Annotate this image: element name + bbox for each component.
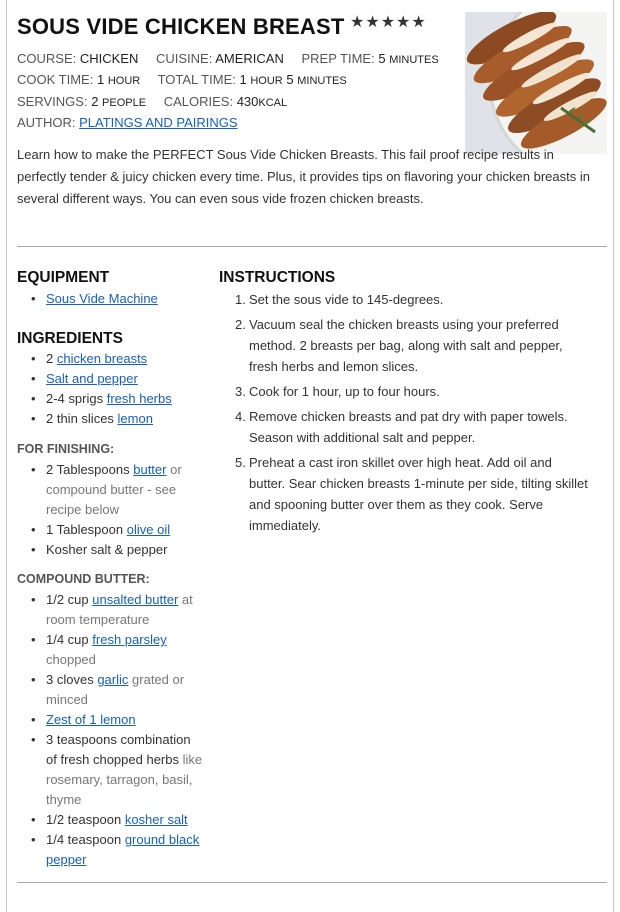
- ingredient-text: 3 teaspoons combination: [46, 732, 191, 747]
- prep-time-value: 5: [378, 51, 386, 66]
- step-text: butter. Sear chicken breasts 1-minute per side, tilting skillet: [249, 476, 588, 491]
- ingredient-item: [17, 389, 172, 409]
- ingredient-link[interactable]: Zest of 1 lemon: [46, 712, 136, 727]
- instruction-step: [221, 381, 611, 402]
- ingredient-amount: 1/2 cup: [46, 592, 89, 607]
- step-number: 2.: [235, 317, 246, 332]
- finishing-list: [17, 460, 182, 560]
- recipe-card: [6, 0, 614, 912]
- chicken-photo-image: [465, 12, 607, 154]
- ingredient-link[interactable]: lemon: [117, 411, 153, 426]
- course-label: COURSE:: [17, 51, 77, 66]
- meta-row-3: [17, 94, 287, 109]
- ingredient-link[interactable]: garlic: [97, 672, 129, 687]
- author-label: AUTHOR:: [17, 115, 76, 130]
- recipe-title: SOUS VIDE CHICKEN BREAST: [17, 14, 345, 39]
- ingredient-link[interactable]: Salt and pepper: [46, 371, 138, 386]
- divider-top: [17, 246, 607, 247]
- prep-time-unit: MINUTES: [389, 54, 439, 66]
- servings-unit: PEOPLE: [102, 97, 147, 109]
- ingredient-item: [17, 540, 182, 560]
- meta-row-4: [17, 115, 238, 130]
- step-number: 3.: [235, 384, 246, 399]
- ingredient-note: like: [182, 752, 203, 767]
- compound-butter-list: [17, 590, 202, 870]
- calories-value: 430: [236, 94, 259, 109]
- step-number: 5.: [235, 455, 246, 470]
- meta-row-2: [17, 72, 347, 87]
- ingredient-amount: 1 Tablespoon: [46, 522, 124, 537]
- equipment-item: [17, 289, 158, 309]
- ingredient-link[interactable]: olive oil: [126, 522, 171, 537]
- instructions-heading: INSTRUCTIONS: [219, 269, 336, 286]
- ingredient-text: of fresh chopped herbs: [46, 752, 179, 767]
- step-text: Vacuum seal the chicken breasts using your preferred: [249, 317, 559, 332]
- author-link[interactable]: PLATINGS AND PAIRINGS: [79, 115, 238, 130]
- cook-time-label: COOK TIME:: [17, 72, 94, 87]
- cook-time-value: 1: [96, 72, 105, 87]
- total-time-label: TOTAL TIME:: [157, 72, 236, 87]
- ingredient-item: [17, 670, 202, 710]
- step-text: method. 2 breasts per bag, along with salt and pepper,: [249, 338, 563, 353]
- ingredient-note: grated or: [132, 672, 185, 687]
- compound-butter-heading: COMPOUND BUTTER:: [17, 572, 150, 586]
- course-value: CHICKEN: [79, 51, 139, 66]
- ingredient-item: [17, 590, 202, 630]
- ingredient-item: [17, 810, 202, 830]
- ingredient-item: [17, 710, 202, 730]
- ingredient-note: thyme: [46, 792, 82, 807]
- cuisine-label: CUISINE:: [156, 51, 213, 66]
- ingredient-amount: 3 cloves: [46, 672, 94, 687]
- ingredient-link[interactable]: pepper: [46, 852, 87, 867]
- cook-time-unit: HOUR: [107, 75, 141, 87]
- ingredient-item: [17, 630, 202, 670]
- ingredient-amount: 1/4 teaspoon: [46, 832, 122, 847]
- calories-unit: KCAL: [258, 97, 288, 109]
- ingredient-note: recipe below: [46, 502, 119, 517]
- step-text: fresh herbs and lemon slices.: [249, 359, 419, 374]
- ingredient-amount: 2 Tablespoons: [46, 462, 130, 477]
- step-text: Set the sous vide to 145-degrees.: [249, 292, 444, 307]
- for-finishing-heading: FOR FINISHING:: [17, 442, 115, 456]
- recipe-photo: [465, 12, 607, 154]
- instruction-step: [221, 452, 611, 536]
- equipment-list: [17, 289, 158, 309]
- instruction-step: [221, 406, 611, 448]
- instructions-list: [221, 289, 611, 540]
- step-text: and spooning butter over them as they cook. Serve: [249, 497, 544, 512]
- calories-label: CALORIES:: [163, 94, 234, 109]
- step-text: immediately.: [249, 518, 322, 533]
- step-number: 4.: [235, 409, 246, 424]
- ingredient-link[interactable]: ground black: [124, 832, 200, 847]
- divider-bottom: [17, 882, 607, 883]
- step-text: Preheat a cast iron skillet over high heat. Add oil and: [249, 455, 552, 470]
- ingredient-link[interactable]: fresh herbs: [106, 391, 172, 406]
- cuisine-value: AMERICAN: [215, 51, 284, 66]
- step-text: Cook for 1 hour, up to four hours.: [249, 384, 440, 399]
- step-text: Season with additional salt and pepper.: [249, 430, 476, 445]
- ingredient-note: or: [170, 462, 182, 477]
- ingredient-note: room temperature: [46, 612, 150, 627]
- ingredient-note: minced: [46, 692, 88, 707]
- instruction-step: [221, 314, 611, 377]
- total-time-hours: 1: [239, 72, 247, 87]
- total-time-hours-unit: HOUR: [250, 75, 283, 87]
- servings-label: SERVINGS:: [17, 94, 88, 109]
- ingredient-item: [17, 460, 182, 520]
- ingredient-item: [17, 520, 182, 540]
- ingredient-item: [17, 730, 202, 810]
- ingredient-amount: 2-4 sprigs: [46, 391, 104, 406]
- ingredient-note: chopped: [46, 652, 96, 667]
- step-number: 1.: [235, 292, 246, 307]
- equipment-heading: EQUIPMENT: [17, 269, 110, 286]
- ingredient-link[interactable]: butter: [133, 462, 167, 477]
- ingredient-link[interactable]: fresh parsley: [92, 632, 167, 647]
- total-time-minutes: 5: [286, 72, 294, 87]
- ingredient-item: [17, 349, 172, 369]
- ingredient-item: [17, 409, 172, 429]
- prep-time-label: PREP TIME:: [301, 51, 375, 66]
- instruction-step: [221, 289, 611, 310]
- ingredient-amount: 2 thin slices: [46, 411, 114, 426]
- ingredient-note: compound butter - see: [46, 482, 177, 497]
- ingredient-note: rosemary, tarragon, basil,: [46, 772, 193, 787]
- step-text: Remove chicken breasts and pat dry with paper towels.: [249, 409, 568, 424]
- ingredients-list: [17, 349, 172, 429]
- ingredient-item: [17, 369, 172, 389]
- ingredients-heading: INGREDIENTS: [17, 330, 123, 347]
- total-time-minutes-unit: MINUTES: [297, 75, 347, 87]
- recipe-description: Learn how to make the PERFECT Sous Vide Chicken Breasts. This fail proof recipe results in perfectly tender & juicy chicken every time. Plus, it provides tips on flavoring your chicken breasts in several different ways. You can even sous vide frozen chicken breasts.: [17, 147, 590, 206]
- servings-value[interactable]: 2: [91, 94, 99, 109]
- rating-stars[interactable]: ★★★★★: [350, 14, 427, 31]
- equipment-link[interactable]: Sous Vide Machine: [46, 291, 158, 306]
- ingredient-amount: 1/4 cup: [46, 632, 89, 647]
- ingredient-link[interactable]: chicken breasts: [56, 351, 148, 366]
- ingredient-item: [17, 830, 202, 870]
- ingredient-note: at: [181, 592, 193, 607]
- ingredient-link[interactable]: unsalted butter: [92, 592, 179, 607]
- ingredient-amount: 2: [46, 351, 54, 366]
- meta-row-1: [17, 51, 439, 66]
- ingredient-link[interactable]: kosher salt: [124, 812, 188, 827]
- ingredient-text: Kosher salt & pepper: [46, 542, 168, 557]
- ingredient-amount: 1/2 teaspoon: [46, 812, 122, 827]
